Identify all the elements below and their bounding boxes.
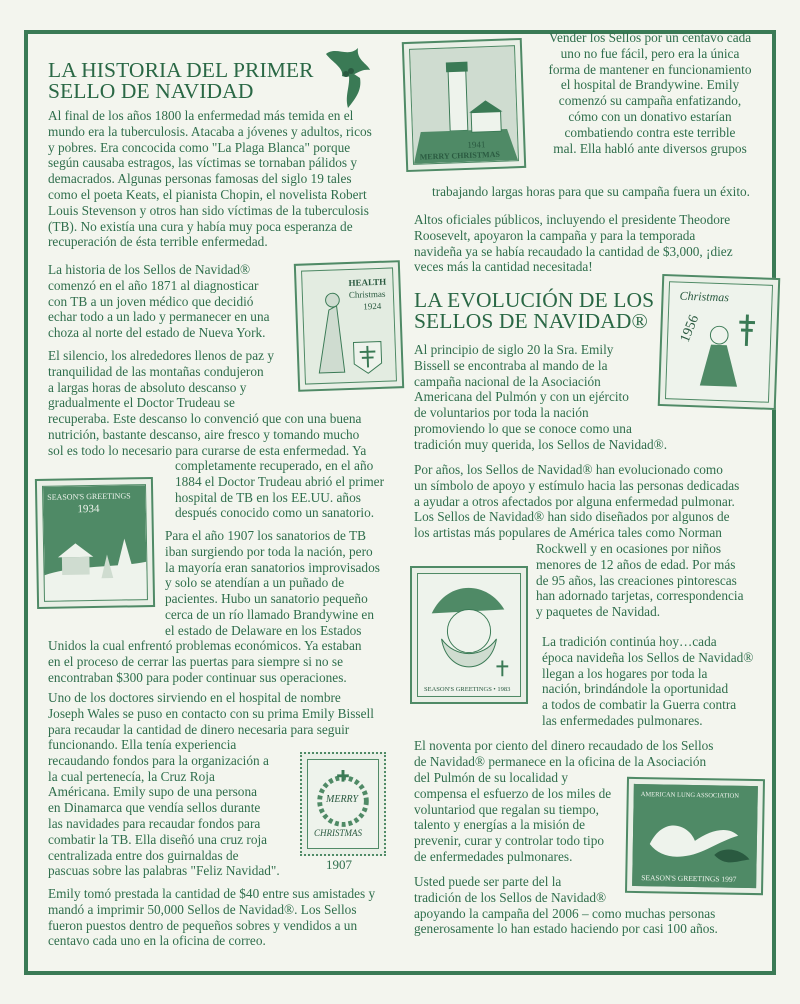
left-p1: Al final de los años 1800 la enfermedad más temida en el mundo era la tuberculosis. Atacaba a jóvenes y adultos, ricos y pobres. Era concocida como "La Plaga Blanca" porque según causaba estragos, las víctimas se tornaban pálidos y demacrados. Algunas personas famosas del siglo 19 tales como el poeta Keats, el pianista Chopin, el novelista Robert Louis Stevenson y otros han sido víctimas de la tuberculosis (TB). No existía una cura y había muy poca esperanza de recuperación de ésta terrible enfermedad.: [48, 108, 372, 250]
stamp-1983-caption: SEASON'S GREETINGS • 1983: [424, 686, 511, 693]
stamp-1956-year: 1956: [677, 313, 703, 345]
right-p7: Usted puede ser parte del la tradición de los Sellos de Navidad® apoyando la campaña del 2006 – como muchas personas generosamente lo han estado haciendo por casi 100 años.: [414, 874, 718, 937]
stamp-1956-word: Christmas: [679, 288, 730, 305]
stamp-1924: [294, 260, 404, 392]
stamp-1907-line1: MERRY: [326, 794, 359, 805]
left-p4b: Unidos la cual enfrentó problemas económicos. Ya estaban en el proceso de cerrar las puertas para siempre si no se encontraban $300 para poder continuar sus operaciones.: [48, 638, 362, 685]
stamp-1907-line2: CHRISTMAS: [314, 828, 362, 838]
right-p1a: Vender los Sellos por un centavo cada uno no fue fácil, pero era la única forma de mantener en funcionamiento el hospital de Brandywine. Emily comenzó su campaña enfatizando, cómo con un donativo estarían combatiendo contra este terrible mal. Ella habló ante diversos grupos: [548, 30, 752, 156]
left-p4a: Para el año 1907 los sanatorios de TB iban surgiendo por toda la nación, pero la mayoría eran sanatorios improvisados y solo se atendían a un puñado de pacientes. Hubo un sanatorio pequeño cerca de un río llamado Brandywine en el estado de Delaware en los Estados: [165, 528, 380, 638]
stamp-1997-org: AMERICAN LUNG ASSOCIATION: [640, 791, 739, 800]
left-p5b: funcionando. Ella tenía experiencia recaudando fondos para la organización a la cual pertenecía, la Cruz Roja Américana. Emily supo de una persona en Dinamarca que vendía sellos durante las navidades para recaudar fondos para combatir la TB. Ella diseñó una cruz roja centralizada entre dos guirnaldas de pascuas sobre las palabras "Feliz Navidad".: [48, 737, 280, 879]
left-p3a: El silencio, los alrededores llenos de paz y tranquilidad de las montañas condujeron a largas horas de absoluto descanso y gradualmente el Doctor Trudeau se: [48, 348, 274, 411]
stamp-1907: [300, 752, 386, 856]
right-p3: Al principio de siglo 20 la Sra. Emily Bissell se encontraba al mando de la campaña nacional de la Asociación Americana del Pulmón y con un ejército de voluntarios por toda la nación promoviendo lo que se conoce como una tradición muy querida, los Sellos de Navidad®.: [414, 342, 668, 452]
stamp-1941: [402, 38, 526, 172]
right-p2: Altos oficiales públicos, incluyendo el presidente Theodore Roosevelt, apoyaron la campaña y para la temporada navideña ya se había recaudado la cantidad de $3,000, ¡diez veces más la cantidad necesitada!: [414, 212, 733, 275]
stamp-1997-caption: SEASON'S GREETINGS 1997: [641, 873, 737, 884]
stamp-1907-year: 1907: [326, 857, 352, 872]
left-p3b: recuperaba. Este descanso lo convenció que con una buena nutrición, bastante descanso, aire fresco y tomando mucho sol es todo lo necesario para curarse de esta enfermedad. Ya: [48, 411, 367, 458]
stamp-1941-year: 1941: [467, 139, 486, 150]
stamp-1924-year: 1924: [363, 300, 382, 312]
holly-icon: [318, 40, 376, 110]
stamp-1934-year: 1934: [77, 502, 100, 516]
right-p6a: El noventa por ciento del dinero recaudado de los Sellos de Navidad® permanece en la oficina de la Asociación: [414, 738, 714, 769]
left-p2: La historia de los Sellos de Navidad® comenzó en el año 1871 al diagnosticar con TB a un joven médico que decidió echar todo a un lado y permanecer en una choza al norte del estado de Nueva York.: [48, 262, 270, 341]
right-p4a: Por años, los Sellos de Navidad® han evolucionado como un símbolo de apoyo y estímulo hacia las personas dedicadas a ayudar a otros afectados por alguna enfermedad pulmonar. Los Sellos de Navidad® han sido diseñados por algunos de los artistas más populares de América tales como Norman: [414, 462, 740, 541]
left-p5a: Uno de los doctores sirviendo en el hospital de nombre Joseph Wales se puso en contacto con su prima Emily Bissell para recaudar la cantidad de dinero necesaria para seguir: [48, 690, 374, 737]
stamp-1983: [410, 566, 528, 704]
title-historia: LA HISTORIA DEL PRIMER SELLO DE NAVIDAD: [48, 58, 314, 103]
title-evolucion: LA EVOLUCIÓN DE LOS SELLOS DE NAVIDAD®: [414, 288, 655, 333]
dove-illustration: [633, 785, 757, 887]
right-p6b: del Pulmón de su localidad y compensa el esfuerzo de los miles de voluntariod que regalan su tiempo, talento y energías a la misión de prevenir, curar y controlar todo tipo de enfermedades pulmonares.: [414, 770, 612, 864]
lighthouse-illustration: [410, 46, 518, 164]
stamp-1934-line1: SEASON'S GREETINGS: [47, 491, 131, 502]
stamp-1924-line1: HEALTH: [348, 276, 387, 288]
right-p4b: Rockwell y en ocasiones por niños menores de 12 años de edad. Por más de 95 años, las creaciones pintorescas han adornado tarjetas, correspondencia y paquetes de Navidad.: [536, 541, 744, 620]
right-p1b: trabajando largas horas para que su campaña fuera un éxito.: [432, 184, 751, 199]
right-p5: La tradición continúa hoy…cada época navideña los Sellos de Navidad® llegan a los hogares por toda la nación, brindándole la oportunidad a todos de combatir la Guerra contra las enfermedades pulmonares.: [542, 634, 754, 728]
left-p6: Emily tomó prestada la cantidad de $40 entre sus amistades y mandó a imprimir 50,000 Sellos de Navidad®. Los Sellos fueron puestos dentro de pequeños sobres y vendidos a un centavo cada uno en la oficina de correo.: [48, 886, 376, 949]
stamp-1934: [35, 477, 155, 609]
stamp-1956: [658, 274, 781, 410]
stamp-1941-caption: MERRY CHRISTMAS: [419, 149, 500, 162]
stamp-1924-line2: Christmas: [348, 288, 386, 300]
left-p3c: completamente recuperado, en el año 1884 el Doctor Trudeau abrió el primer hospital de TB en los EE.UU. años después conocido como un sanatorio.: [175, 458, 385, 521]
santa-illustration: [418, 574, 520, 696]
stamp-1997: [625, 777, 765, 895]
